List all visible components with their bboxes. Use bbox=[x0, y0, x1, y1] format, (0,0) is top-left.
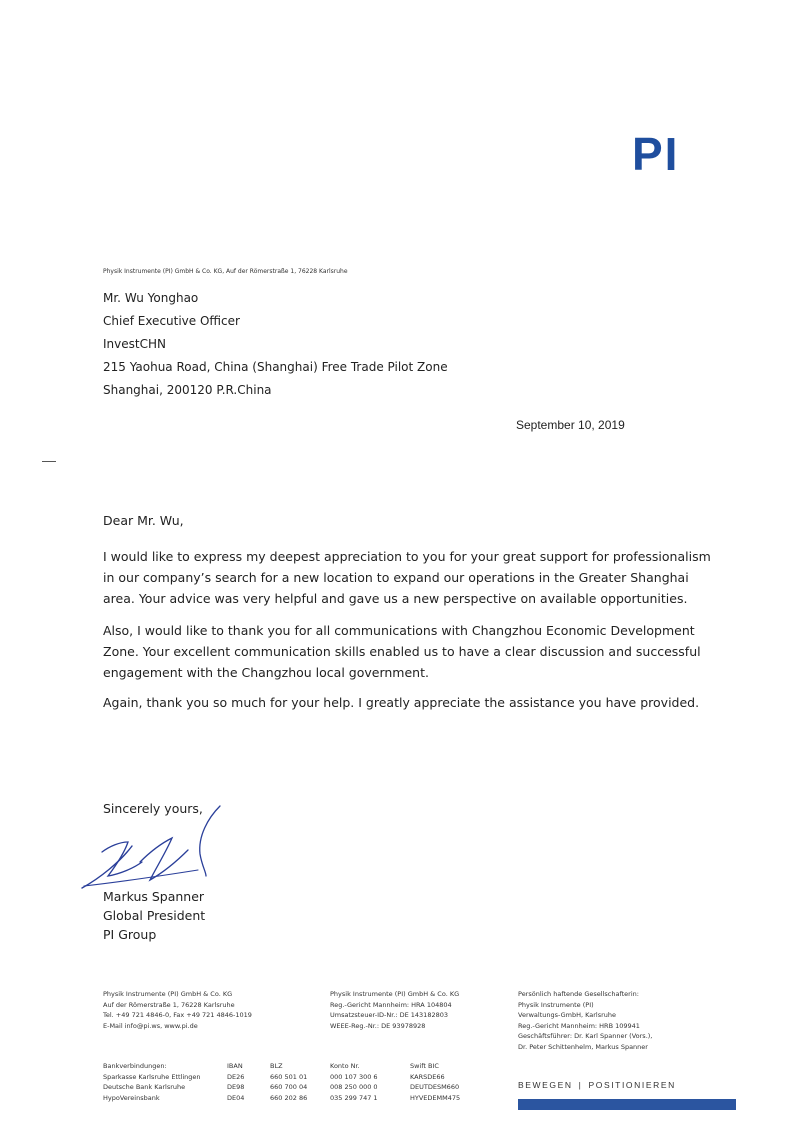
signer-org: PI Group bbox=[103, 927, 157, 942]
footer-line: E-Mail info@pi.ws, www.pi.de bbox=[103, 1021, 198, 1030]
bank-konto-column bbox=[330, 1061, 378, 1103]
fold-mark bbox=[42, 461, 56, 462]
bank-cell: 660 202 86 bbox=[270, 1093, 308, 1102]
sender-return-address: Physik Instrumente (PI) GmbH & Co. KG, Auf der Römerstraße 1, 76228 Karlsruhe bbox=[103, 268, 348, 275]
bank-header: BLZ bbox=[270, 1062, 283, 1070]
bank-cell: DE98 bbox=[227, 1083, 245, 1091]
bank-cell: 008 250 000 0 bbox=[330, 1083, 378, 1091]
brand-slogan bbox=[518, 1080, 676, 1090]
footer-management bbox=[518, 989, 652, 1052]
closing: Sincerely yours, bbox=[103, 801, 203, 816]
body-paragraph-3: Again, thank you so much for your help. I greatly appreciate the assistance you have provided. bbox=[103, 695, 700, 710]
signer-block bbox=[103, 887, 205, 944]
footer-line: Physik Instrumente (PI) bbox=[518, 1000, 594, 1009]
footer-registration bbox=[330, 989, 459, 1031]
slogan-divider: | bbox=[578, 1080, 583, 1090]
bank-header: Bankverbindungen: bbox=[103, 1062, 167, 1070]
footer-line: Persönlich haftende Gesellschafterin: bbox=[518, 990, 639, 998]
bank-header: IBAN bbox=[227, 1062, 243, 1070]
bank-cell: DEUTDESM660 bbox=[410, 1083, 460, 1091]
bank-cell: DE04 bbox=[227, 1093, 245, 1102]
bank-cell: 660 501 01 bbox=[270, 1072, 308, 1081]
handwritten-signature bbox=[80, 802, 230, 892]
signer-title: Global President bbox=[103, 908, 206, 923]
bank-cell: Sparkasse Karlsruhe Ettlingen bbox=[103, 1072, 201, 1081]
footer-line: Auf der Römerstraße 1, 76228 Karlsruhe bbox=[103, 1000, 235, 1009]
recipient-company: InvestCHN bbox=[103, 337, 166, 351]
bank-cell: 000 107 300 6 bbox=[330, 1072, 378, 1081]
bank-cell: HYVEDEMM475 bbox=[410, 1093, 461, 1102]
bank-cell: 660 700 04 bbox=[270, 1083, 308, 1091]
pi-logo: PI bbox=[632, 128, 680, 180]
footer-line: Dr. Peter Schittenhelm, Markus Spanner bbox=[518, 1042, 648, 1051]
footer-line: WEEE-Reg.-Nr.: DE 93978928 bbox=[330, 1021, 426, 1030]
footer-line: Geschäftsführer: Dr. Karl Spanner (Vors.), bbox=[518, 1032, 653, 1040]
bank-header: Konto Nr. bbox=[330, 1062, 360, 1070]
slogan-left: BEWEGEN bbox=[518, 1080, 573, 1090]
footer-line: Umsatzsteuer-ID-Nr.: DE 143182803 bbox=[330, 1011, 448, 1019]
body-paragraph-1: I would like to express my deepest appreciation to you for your great support for professionalism in our company’s search for a new location to expand our operations in the Greater Shanghai area. Your advice was very helpful and gave us a new perspective on available opportunities. bbox=[103, 549, 711, 606]
bank-cell: Deutsche Bank Karlsruhe bbox=[103, 1083, 186, 1091]
body-paragraph-2: Also, I would like to thank you for all communications with Changzhou Economic Development Zone. Your excellent communication skills enabled us to have a clear discussion and successful engagement with the Changzhou local government. bbox=[103, 623, 701, 680]
recipient-city: Shanghai, 200120 P.R.China bbox=[103, 383, 272, 397]
salutation: Dear Mr. Wu, bbox=[103, 513, 184, 528]
brand-color-bar bbox=[518, 1099, 736, 1110]
bank-cell: HypoVereinsbank bbox=[103, 1093, 160, 1102]
bank-header: Swift BIC bbox=[410, 1062, 439, 1070]
slogan-right: POSITIONIEREN bbox=[588, 1080, 676, 1090]
footer-line: Tel. +49 721 4846-0, Fax +49 721 4846-1019 bbox=[103, 1011, 252, 1019]
signer-name: Markus Spanner bbox=[103, 889, 205, 904]
footer-line: Physik Instrumente (PI) GmbH & Co. KG bbox=[103, 990, 233, 998]
bank-iban-column bbox=[227, 1061, 244, 1103]
bank-blz-column bbox=[270, 1061, 307, 1103]
bank-cell: 035 299 747 1 bbox=[330, 1093, 378, 1102]
bank-cell: KARSDE66 bbox=[410, 1072, 445, 1081]
recipient-street: 215 Yaohua Road, China (Shanghai) Free Trade Pilot Zone bbox=[103, 360, 448, 374]
footer-line: Reg.-Gericht Mannheim: HRB 109941 bbox=[518, 1021, 640, 1030]
footer-line: Verwaltungs-GmbH, Karlsruhe bbox=[518, 1011, 617, 1019]
footer-line: Reg.-Gericht Mannheim: HRA 104804 bbox=[330, 1000, 452, 1009]
bank-name-column bbox=[103, 1061, 201, 1103]
bank-cell: DE26 bbox=[227, 1072, 245, 1081]
recipient-address bbox=[103, 287, 448, 402]
footer-line: Physik Instrumente (PI) GmbH & Co. KG bbox=[330, 990, 460, 998]
recipient-title: Chief Executive Officer bbox=[103, 314, 240, 328]
letter-date: September 10, 2019 bbox=[516, 418, 625, 432]
recipient-name: Mr. Wu Yonghao bbox=[103, 291, 199, 305]
footer-company-contact bbox=[103, 989, 252, 1031]
bank-swift-column bbox=[410, 1061, 460, 1103]
